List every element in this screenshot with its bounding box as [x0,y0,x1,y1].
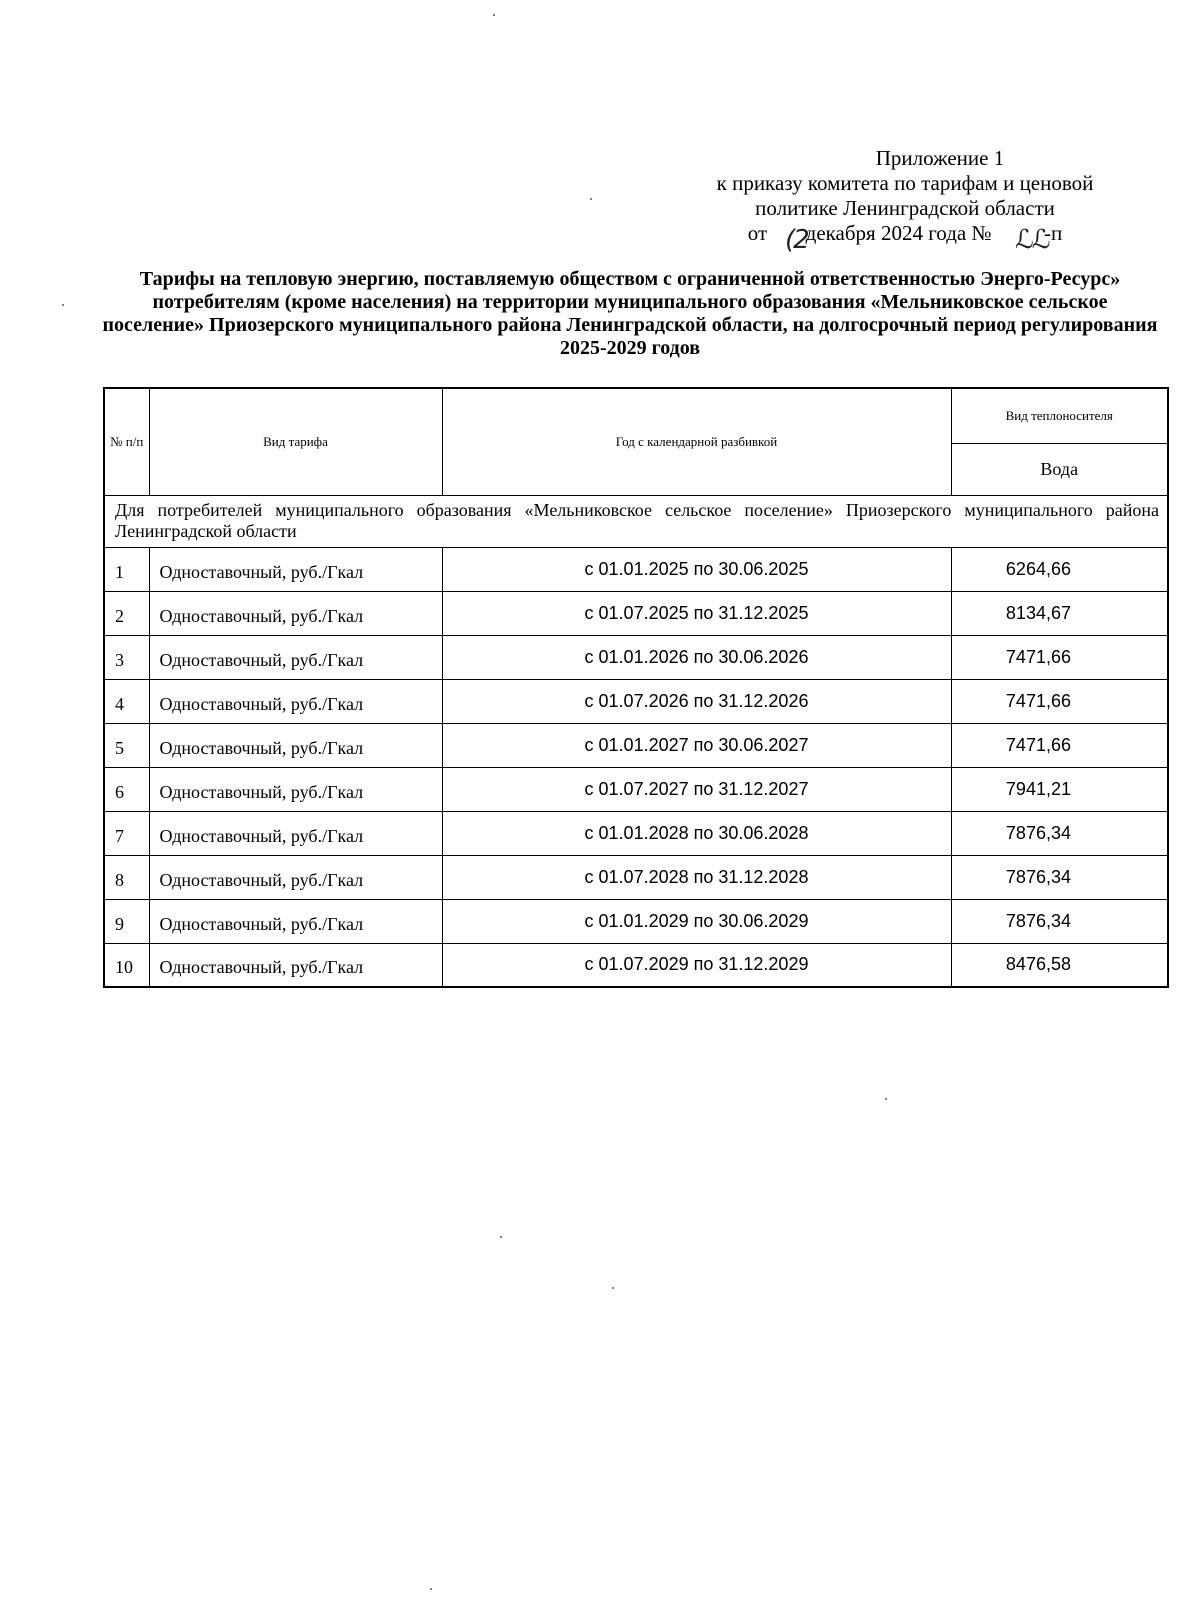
table-row [104,855,1168,899]
row-num: 10 [104,943,149,987]
row-period: с 01.01.2027 по 30.06.2027 [442,723,951,767]
row-num: 2 [104,591,149,635]
table-row [104,943,1168,987]
order-line [670,221,1140,246]
scan-speck [493,14,495,16]
row-tariff-type: Одноставочный, руб./Гкал [149,811,442,855]
row-num: 1 [104,547,149,591]
row-tariff-type: Одноставочный, руб./Гкал [149,547,442,591]
row-tariff-type: Одноставочный, руб./Гкал [149,899,442,943]
scan-speck [590,198,592,200]
header-num: № п/п [104,388,149,495]
row-value: 7471,66 [951,635,1168,679]
row-value: 8476,58 [951,943,1168,987]
row-tariff-type: Одноставочный, руб./Гкал [149,591,442,635]
row-value: 7471,66 [951,723,1168,767]
order-date: декабря 2024 года № [805,221,992,245]
row-num: 5 [104,723,149,767]
header-year: Год с календарной разбивкой [442,388,951,495]
header-carrier: Вид теплоносителя [951,388,1168,443]
row-tariff-type: Одноставочный, руб./Гкал [149,767,442,811]
row-period: с 01.01.2025 по 30.06.2025 [442,547,951,591]
row-num: 7 [104,811,149,855]
row-period: с 01.07.2029 по 31.12.2029 [442,943,951,987]
row-tariff-type: Одноставочный, руб./Гкал [149,943,442,987]
row-period: с 01.01.2029 по 30.06.2029 [442,899,951,943]
row-value: 7876,34 [951,811,1168,855]
scan-speck [430,1588,432,1590]
appendix-line-1: к приказу комитета по тарифам и ценовой [716,171,1094,195]
header-carrier-water: Вода [951,443,1168,495]
appendix-line-2: политике Ленинградской области [755,196,1055,220]
tariff-table [103,387,1169,988]
document-title: Тарифы на тепловую энергию, поставляемую обществом с ограниченной ответственностью Энерго-Ресурс» потребителям (кроме населения) на территории муниципального образования «Мельниковское сельское поселение» Приозерского муниципального района Ленинградской области, на долгосрочный период регулирования 2025-2029 годов [102,268,1158,359]
row-num: 9 [104,899,149,943]
order-prefix: от [747,221,768,245]
scan-speck [62,304,64,306]
table-row [104,723,1168,767]
row-tariff-type: Одноставочный, руб./Гкал [149,855,442,899]
row-value: 7941,21 [951,767,1168,811]
table-row [104,635,1168,679]
row-period: с 01.07.2027 по 31.12.2027 [442,767,951,811]
handwritten-number-mark: ℒℒ [1015,225,1049,255]
appendix-block [670,146,1140,246]
row-value: 8134,67 [951,591,1168,635]
row-value: 7471,66 [951,679,1168,723]
appendix-title: Приложение 1 [875,146,1005,170]
row-num: 4 [104,679,149,723]
row-value: 6264,66 [951,547,1168,591]
row-tariff-type: Одноставочный, руб./Гкал [149,635,442,679]
row-period: с 01.07.2026 по 31.12.2026 [442,679,951,723]
table-row [104,899,1168,943]
row-num: 3 [104,635,149,679]
table-row [104,679,1168,723]
order-suffix: -п [1044,221,1063,245]
row-period: с 01.01.2028 по 30.06.2028 [442,811,951,855]
row-value: 7876,34 [951,855,1168,899]
table-row [104,811,1168,855]
row-tariff-type: Одноставочный, руб./Гкал [149,679,442,723]
row-period: с 01.07.2025 по 31.12.2025 [442,591,951,635]
row-num: 8 [104,855,149,899]
table-row [104,591,1168,635]
row-num: 6 [104,767,149,811]
table-row [104,547,1168,591]
handwritten-day-mark: (2 [785,225,808,255]
scan-speck [612,1287,614,1289]
row-tariff-type: Одноставочный, руб./Гкал [149,723,442,767]
header-tariff-type: Вид тарифа [149,388,442,495]
scan-speck [885,1098,887,1100]
table-row [104,767,1168,811]
row-period: с 01.01.2026 по 30.06.2026 [442,635,951,679]
group-label: Для потребителей муниципального образования «Мельниковское сельское поселение» Приозерского муниципального района Ленинградской области [104,495,1168,547]
row-value: 7876,34 [951,899,1168,943]
scan-speck [500,1236,502,1238]
row-period: с 01.07.2028 по 31.12.2028 [442,855,951,899]
